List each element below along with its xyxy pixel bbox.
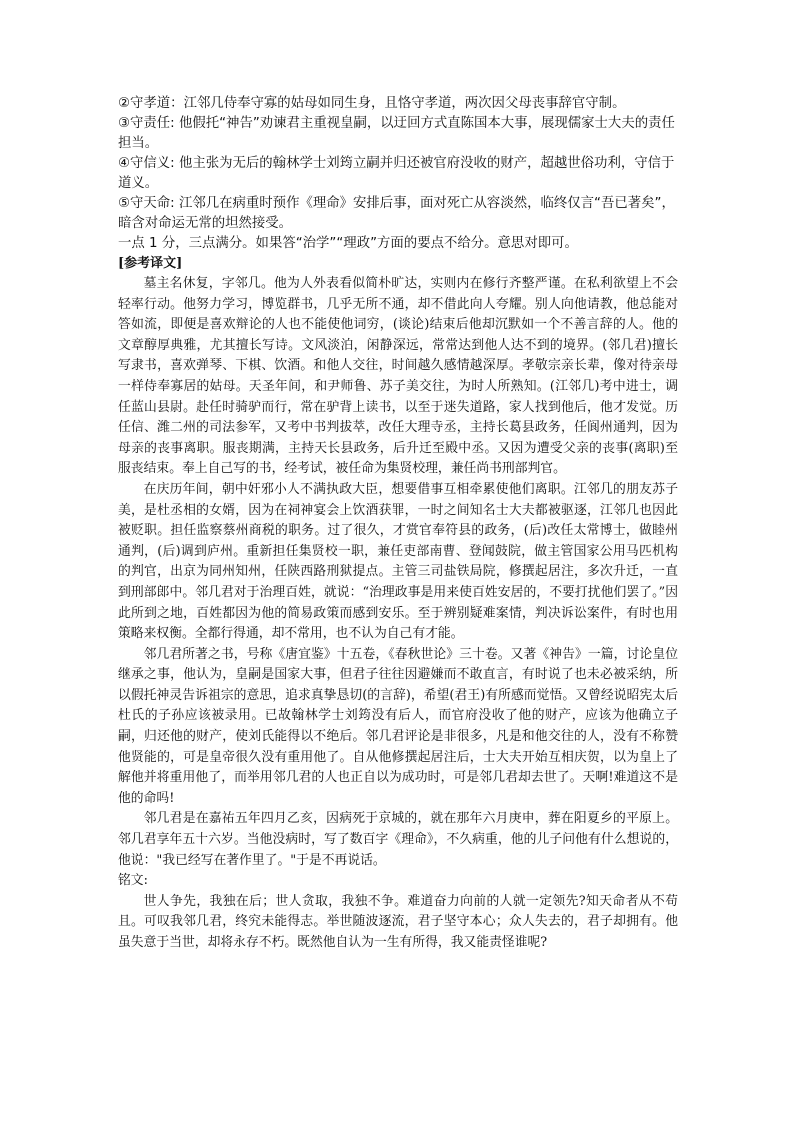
inscription-label: 铭文: [118, 873, 148, 889]
translation-paragraph: 邻几君是在嘉祐五年四月乙亥，因病死于京城的，就在那年六月庚申，葬在阳夏乡的平原上。邻几君享年五十六岁。当他没病时，写了数百字《理命》，不久病重，他的儿子问他有什么想说的，他说："我已经写在著作里了。"于是不再说话。 [118, 811, 678, 868]
answer-point: ④守信义: 他主张为无后的翰林学士刘筠立嗣并归还被官府没收的财产，超越世俗功利，守信于道义。 [118, 156, 675, 191]
translation-header: [参考译文] [118, 256, 183, 271]
answer-point: ②守孝道：江邻几侍奉守寡的姑母如同生身，且恪守孝道，两次因父母丧事辞官守制。 [118, 96, 626, 111]
translation-paragraph: 墓主名休复，字邻几。他为人外表看似简朴旷达，实则内在修行齐整严谨。在私利欲望上不会轻率行动。他努力学习，博览群书，几乎无所不通，却不借此向人夸耀。别人向他请教，他总能对答如流，即便是喜欢辩论的人也不能使他词穷，(谈论)结束后他却沉默如一个不善言辞的人。他的文章醇厚典雅，尤其擅长写诗。文风淡泊，闲静深远，常常达到他人达不到的境界。(邻几君)擅长写隶书，喜欢弹琴、下棋、饮酒。和他人交往，时间越久感情越深厚。孝敬宗亲长辈，像对待亲母一样侍奉寡居的姑母。天圣年间，和尹师鲁、苏子美交往，为时人所熟知。(江邻几)考中进士，调任蓝山县尉。赴任时骑驴而行，常在驴背上读书，以至于迷失道路，家人找到他后，他才发觉。历任信、潍二州的司法参军，又考中书判拔萃，改任大理寺丞，主持长葛县政务，任阆州通判，因为母亲的丧事离职。服丧期满，主持天长县政务，后升迁至殿中丞。又因为遭受父亲的丧事(离职)至服丧结束。奉上自己写的书，经考试，被任命为集贤校理，兼任尚书刑部判官。 [118, 276, 678, 477]
scoring-note: 一点 1 分，三点满分。如果答“治学”“理政”方面的要点不给分。意思对即可。 [118, 236, 578, 251]
translation-body [118, 274, 678, 954]
translation-paragraph: 邻几君所著之书，号称《唐宜鉴》十五卷，《春秋世论》三十卷。又著《神告》一篇，讨论皇位继承之事，他认为，皇嗣是国家大事，但君子往往因避嫌而不敢直言，有时说了也未必被采纳，所以假托神灵告诉祖宗的意思，追求真挚恳切(的言辞)，希望(君王)有所感而觉悟。又曾经说昭宪太后杜氏的子孙应该被录用。已故翰林学士刘筠没有后人，而官府没收了他的财产，应该为他确立子嗣，归还他的财产，使刘氏能得以不绝后。邻几君评论是非很多，凡是和他交往的人，没有不称赞他贤能的，可是皇帝很久没有重用他了。自从他修撰起居注后，士大夫开始互相庆贺，以为皇上了解他并将重用他了，而举用邻几君的人也正自以为成功时，可是邻几君却去世了。天啊!难道这不是他的命吗! [118, 646, 678, 806]
answer-point: ⑤守天命: 江邻几在病重时预作《理命》安排后事，面对死亡从容淡然，临终仅言“吾已著矣”，暗含对命运无常的坦然接受。 [118, 196, 675, 231]
translation-paragraph: 在庆历年间，朝中奸邪小人不满执政大臣，想要借事互相牵累使他们离职。江邻几的朋友苏子美，是杜丞相的女婿，因为在祠神宴会上饮酒获罪，一时之间知名士大夫都被驱逐，江邻几也因此被贬职。担任监察蔡州商税的职务。过了很久，才赏官奉符县的政务，(后)改任太常博士，做睦州通判，(后)调到庐州。重新担任集贤校一职，兼任吏部南曹、登闻鼓院，做主管国家公用马匹机构的判官，出京为同州知州，任陕西路刑狱提点。主管三司盐铁局院，修撰起居注，多次升迁，一直到刑部郎中。邻几君对于治理百姓，就说：“治理政事是用来使百姓安居的，不要打扰他们罢了。”因此所到之地，百姓都因为他的简易政策而感到安乐。至于辨别疑难案情，判决诉讼案件，有时也用策略来权衡。全都行得通，却不常用，也不认为自己有才能。 [118, 481, 678, 642]
document-page [118, 94, 678, 954]
inscription-text: 世人争先，我独在后；世人贪取，我独不争。难道奋力向前的人就一定领先?知天命者从不苟且。可叹我邻几君，终究未能得志。举世随波逐流，君子坚守本心；众人失去的，君子却拥有。他虽失意于当世，却将永存不朽。既然他自认为一生有所得，我又能责怪谁呢? [118, 893, 678, 950]
answer-points [118, 94, 678, 254]
answer-point: ③守责任: 他假托“神告”劝谏君主重视皇嗣，以迂回方式直陈国本大事，展现儒家士大夫的责任担当。 [118, 116, 675, 151]
